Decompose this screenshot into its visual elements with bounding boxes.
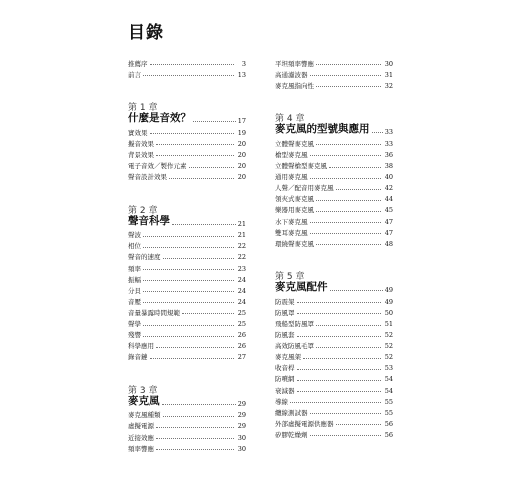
dot-leader bbox=[329, 167, 381, 168]
toc-entry-title: 樂器用麥克風 bbox=[275, 206, 314, 215]
chapter-title: 麥克風 bbox=[128, 394, 160, 407]
toc-column-left bbox=[128, 56, 246, 452]
toc-entry[interactable] bbox=[128, 419, 246, 430]
toc-entry-page: 26 bbox=[237, 331, 246, 340]
toc-entry-page: 29 bbox=[237, 411, 246, 420]
toc-entry-title: 雙耳麥克風 bbox=[275, 228, 308, 237]
chapter-section bbox=[275, 111, 393, 247]
toc-entry-page: 26 bbox=[237, 342, 246, 351]
chapter-number: 第 4 章 bbox=[275, 114, 305, 125]
toc-entry-page: 31 bbox=[384, 70, 393, 79]
chapter-page: 29 bbox=[237, 399, 246, 408]
toc-entry-title: 水下麥克風 bbox=[275, 217, 308, 226]
dot-leader bbox=[150, 133, 235, 134]
chapter-section bbox=[128, 100, 246, 180]
toc-entry-page: 54 bbox=[384, 375, 393, 384]
toc-entry[interactable] bbox=[128, 239, 246, 250]
dot-leader bbox=[310, 233, 382, 234]
chapter-heading[interactable] bbox=[128, 112, 246, 125]
chapter-page: 21 bbox=[237, 219, 246, 228]
toc-entry[interactable] bbox=[275, 67, 393, 78]
toc-entry-page: 52 bbox=[384, 353, 393, 362]
toc-entry-title: 防噴網 bbox=[275, 375, 295, 384]
toc-entry-title: 衰減器 bbox=[275, 386, 295, 395]
toc-entry-title: 聲音的速度 bbox=[128, 253, 161, 262]
dot-leader bbox=[143, 325, 234, 326]
toc-entry[interactable] bbox=[128, 350, 246, 361]
dot-leader bbox=[336, 424, 382, 425]
toc-entry-title: 頻率 bbox=[128, 264, 141, 273]
chapter-section bbox=[275, 269, 393, 438]
toc-entry[interactable] bbox=[128, 294, 246, 305]
dot-leader bbox=[162, 404, 236, 405]
dot-leader bbox=[156, 144, 234, 145]
toc-entry-title: 振幅 bbox=[128, 275, 141, 284]
page-title: 目錄 bbox=[128, 23, 164, 43]
dot-leader bbox=[143, 75, 234, 76]
chapter-heading[interactable] bbox=[275, 123, 393, 136]
toc-entry[interactable] bbox=[275, 236, 393, 247]
dot-leader bbox=[297, 369, 382, 370]
toc-entry-title: 聲學 bbox=[128, 320, 141, 328]
toc-entry-page: 24 bbox=[237, 297, 246, 306]
toc-entry-page: 30 bbox=[237, 433, 246, 442]
toc-entry-page: 22 bbox=[237, 253, 246, 262]
dot-leader bbox=[156, 155, 234, 156]
toc-entry[interactable] bbox=[128, 125, 246, 136]
toc-entry-title: 防震架 bbox=[275, 297, 295, 306]
dot-leader bbox=[310, 222, 382, 223]
toc-entry-title: 麥克風指向性 bbox=[275, 81, 314, 90]
toc-entry-title: 聲波 bbox=[128, 231, 141, 240]
dot-leader bbox=[336, 189, 382, 190]
toc-entry-title: 收音桿 bbox=[275, 364, 295, 373]
dot-leader bbox=[156, 347, 234, 348]
toc-entry[interactable] bbox=[128, 283, 246, 294]
toc-entry[interactable] bbox=[275, 328, 393, 339]
dot-leader bbox=[290, 402, 381, 403]
toc-entry-title: 聲音設計效果 bbox=[128, 173, 167, 182]
toc-entry-page: 19 bbox=[237, 128, 246, 137]
toc-entry-title: 背景效果 bbox=[128, 150, 154, 159]
toc-entry-page: 47 bbox=[384, 217, 393, 226]
toc-entry-page: 44 bbox=[384, 195, 393, 204]
front-matter-list bbox=[275, 56, 393, 89]
dot-leader bbox=[143, 291, 234, 292]
toc-entry-title: 外部虛擬電源供應器 bbox=[275, 419, 334, 428]
toc-entry-title: 音量暴露時間規範 bbox=[128, 308, 180, 317]
toc-entry[interactable] bbox=[275, 294, 393, 305]
toc-entry[interactable] bbox=[275, 56, 393, 67]
toc-entry-page: 13 bbox=[237, 70, 246, 79]
toc-entry-page: 51 bbox=[384, 320, 393, 328]
toc-entry[interactable] bbox=[275, 192, 393, 203]
dot-leader bbox=[316, 244, 381, 245]
dot-leader bbox=[316, 347, 381, 348]
toc-entry-page: 52 bbox=[384, 331, 393, 340]
toc-entry[interactable] bbox=[275, 383, 393, 394]
dot-leader bbox=[330, 290, 383, 291]
toc-entry[interactable] bbox=[128, 147, 246, 158]
dot-leader bbox=[143, 247, 234, 248]
toc-entry-page: 47 bbox=[384, 228, 393, 237]
dot-leader bbox=[316, 325, 381, 326]
dot-leader bbox=[150, 358, 235, 359]
toc-entry[interactable] bbox=[128, 430, 246, 441]
dot-leader bbox=[316, 211, 381, 212]
dot-leader bbox=[316, 64, 381, 65]
dot-leader bbox=[316, 144, 381, 145]
toc-entry-title: 分貝 bbox=[128, 286, 141, 295]
toc-entry[interactable] bbox=[128, 228, 246, 239]
toc-column-right bbox=[275, 56, 393, 438]
toc-entry-title: 錄音鏈 bbox=[128, 353, 148, 362]
toc-entry[interactable] bbox=[128, 170, 246, 181]
toc-entry[interactable] bbox=[275, 361, 393, 372]
toc-entry-page: 48 bbox=[384, 239, 393, 248]
chapter-page: 49 bbox=[384, 286, 393, 295]
toc-entry-title: 槍型麥克風 bbox=[275, 150, 308, 159]
chapter-title: 麥克風的型號與應用 bbox=[275, 123, 370, 136]
dot-leader bbox=[297, 313, 382, 314]
toc-entry-page: 52 bbox=[384, 342, 393, 351]
toc-entry-page: 25 bbox=[237, 308, 246, 317]
toc-entry-title: 人聲／配音用麥克風 bbox=[275, 184, 334, 193]
toc-entry[interactable] bbox=[128, 316, 246, 327]
toc-entry-title: 頻率響應 bbox=[128, 444, 154, 453]
toc-entry[interactable] bbox=[128, 408, 246, 419]
dot-leader bbox=[303, 358, 381, 359]
toc-entry-title: 通用麥克風 bbox=[275, 173, 308, 182]
toc-entry-page: 20 bbox=[237, 173, 246, 182]
toc-entry-page: 30 bbox=[384, 59, 393, 68]
dot-leader bbox=[150, 64, 235, 65]
toc-entry[interactable] bbox=[275, 203, 393, 214]
toc-entry[interactable] bbox=[275, 136, 393, 147]
chapter-heading[interactable] bbox=[275, 281, 393, 294]
dot-leader bbox=[156, 427, 234, 428]
toc-entry-page: 54 bbox=[384, 386, 393, 395]
toc-entry-page: 40 bbox=[384, 173, 393, 182]
toc-entry-page: 23 bbox=[237, 264, 246, 273]
toc-entry[interactable] bbox=[275, 214, 393, 225]
dot-leader bbox=[156, 449, 234, 450]
toc-entry-page: 50 bbox=[384, 308, 393, 317]
toc-entry[interactable] bbox=[128, 136, 246, 147]
chapter-section bbox=[128, 203, 246, 361]
dot-leader bbox=[189, 167, 235, 168]
toc-entry[interactable] bbox=[128, 250, 246, 261]
toc-entry-page: 32 bbox=[384, 81, 393, 90]
dot-leader bbox=[163, 416, 235, 417]
dot-leader bbox=[143, 336, 234, 337]
dot-leader bbox=[156, 438, 234, 439]
toc-entry-title: 防風套 bbox=[275, 331, 295, 340]
toc-entry[interactable] bbox=[275, 78, 393, 89]
toc-entry-page: 56 bbox=[384, 430, 393, 439]
dot-leader bbox=[172, 224, 236, 225]
toc-entry[interactable] bbox=[128, 261, 246, 272]
dot-leader bbox=[193, 121, 236, 122]
toc-entry-title: 領夾式麥克風 bbox=[275, 195, 314, 204]
toc-entry-title: 高效防風毛罩 bbox=[275, 342, 314, 351]
toc-entry[interactable] bbox=[128, 305, 246, 316]
dot-leader bbox=[297, 336, 382, 337]
toc-entry[interactable] bbox=[275, 372, 393, 383]
toc-entry-title: 推薦序 bbox=[128, 59, 148, 68]
dot-leader bbox=[143, 236, 234, 237]
dot-leader bbox=[310, 435, 382, 436]
toc-entry-title: 科學應用 bbox=[128, 342, 154, 351]
dot-leader bbox=[310, 155, 382, 156]
dot-leader bbox=[297, 391, 382, 392]
toc-entry[interactable] bbox=[275, 147, 393, 158]
toc-entry-title: 電子音效／製作元素 bbox=[128, 162, 187, 171]
toc-entry[interactable] bbox=[128, 272, 246, 283]
toc-entry-page: 25 bbox=[237, 320, 246, 328]
toc-entry-page: 56 bbox=[384, 419, 393, 428]
toc-entry[interactable] bbox=[275, 394, 393, 405]
dot-leader bbox=[182, 313, 234, 314]
toc-entry-title: 前言 bbox=[128, 70, 141, 79]
toc-entry[interactable] bbox=[128, 441, 246, 452]
toc-entry-title: 飛船型防風罩 bbox=[275, 320, 314, 328]
toc-entry-page: 20 bbox=[237, 162, 246, 171]
toc-entry-page: 20 bbox=[237, 150, 246, 159]
dot-leader bbox=[143, 302, 234, 303]
toc-entry-title: 平坦頻率響應 bbox=[275, 59, 314, 68]
toc-entry-page: 20 bbox=[237, 139, 246, 148]
toc-entry[interactable] bbox=[275, 316, 393, 327]
dot-leader bbox=[310, 178, 382, 179]
toc-entry[interactable] bbox=[275, 305, 393, 316]
chapter-number: 第 2 章 bbox=[128, 205, 158, 216]
toc-entry-title: 防風罩 bbox=[275, 308, 295, 317]
dot-leader bbox=[310, 413, 382, 414]
toc-entry[interactable] bbox=[275, 225, 393, 236]
chapter-page: 17 bbox=[237, 117, 246, 126]
toc-entry-page: 30 bbox=[237, 444, 246, 453]
toc-entry[interactable] bbox=[128, 339, 246, 350]
toc-entry[interactable] bbox=[275, 405, 393, 416]
chapter-title: 聲音科學 bbox=[128, 214, 170, 227]
toc-entry[interactable] bbox=[275, 416, 393, 427]
front-matter-list bbox=[128, 56, 246, 78]
toc-entry-page: 55 bbox=[384, 408, 393, 417]
toc-entry-page: 21 bbox=[237, 231, 246, 240]
toc-entry-page: 49 bbox=[384, 297, 393, 306]
toc-entry-title: 音壓 bbox=[128, 297, 141, 306]
dot-leader bbox=[316, 86, 381, 87]
toc-entry-title: 近接效應 bbox=[128, 433, 154, 442]
toc-entry-page: 24 bbox=[237, 275, 246, 284]
toc-entry[interactable] bbox=[128, 158, 246, 169]
toc-entry-page: 33 bbox=[384, 139, 393, 148]
chapter-page: 33 bbox=[384, 128, 393, 137]
chapter-title: 麥克風配件 bbox=[275, 281, 328, 294]
toc-entry[interactable] bbox=[275, 427, 393, 438]
dot-leader bbox=[143, 269, 234, 270]
toc-entry-page: 55 bbox=[384, 397, 393, 406]
toc-entry-title: 環繞聲麥克風 bbox=[275, 239, 314, 248]
toc-entry-title: 立體聲麥克風 bbox=[275, 139, 314, 148]
toc-entry-page: 36 bbox=[384, 150, 393, 159]
toc-entry-title: 矽膠乾燥劑 bbox=[275, 430, 308, 439]
toc-entry-title: 實效果 bbox=[128, 128, 148, 137]
dot-leader bbox=[297, 380, 382, 381]
toc-entry-page: 29 bbox=[237, 422, 246, 431]
dot-leader bbox=[143, 280, 234, 281]
toc-entry[interactable] bbox=[275, 158, 393, 169]
toc-entry[interactable] bbox=[128, 67, 246, 78]
dot-leader bbox=[310, 75, 382, 76]
toc-entry-title: 麥克風種類 bbox=[128, 411, 161, 420]
toc-entry[interactable] bbox=[128, 328, 246, 339]
chapter-title: 什麼是音效？ bbox=[128, 112, 191, 125]
toc-entry-page: 3 bbox=[241, 59, 246, 68]
dot-leader bbox=[297, 302, 382, 303]
toc-entry-title: 相位 bbox=[128, 242, 141, 251]
toc-entry-page: 38 bbox=[384, 162, 393, 171]
toc-entry[interactable] bbox=[275, 181, 393, 192]
toc-entry-title: 麥克風架 bbox=[275, 353, 301, 362]
toc-entry-page: 27 bbox=[237, 353, 246, 362]
toc-entry-title: 殘響 bbox=[128, 331, 141, 340]
chapter-section bbox=[128, 383, 246, 452]
toc-entry-title: 高通濾波器 bbox=[275, 70, 308, 79]
toc-entry-page: 24 bbox=[237, 286, 246, 295]
toc-entry-page: 22 bbox=[237, 242, 246, 251]
toc-entry[interactable] bbox=[275, 350, 393, 361]
toc-entry-page: 53 bbox=[384, 364, 393, 373]
toc-entry-title: 立體聲槍型麥克風 bbox=[275, 162, 327, 171]
toc-entry-title: 擬音效果 bbox=[128, 139, 154, 148]
chapter-heading[interactable] bbox=[128, 395, 246, 408]
toc-entry[interactable] bbox=[128, 56, 246, 67]
chapter-number: 第 5 章 bbox=[275, 272, 305, 283]
toc-entry[interactable] bbox=[275, 170, 393, 181]
toc-entry-title: 虛擬電源 bbox=[128, 422, 154, 431]
dot-leader bbox=[316, 200, 381, 201]
dot-leader bbox=[169, 178, 234, 179]
chapter-heading[interactable] bbox=[128, 215, 246, 228]
toc-entry-title: 導線 bbox=[275, 397, 288, 406]
toc-entry[interactable] bbox=[275, 339, 393, 350]
chapter-number: 第 3 章 bbox=[128, 385, 158, 396]
dot-leader bbox=[163, 258, 235, 259]
chapter-number: 第 1 章 bbox=[128, 103, 158, 114]
toc-entry-title: 纜線測試器 bbox=[275, 408, 308, 417]
toc-entry-page: 42 bbox=[384, 184, 393, 193]
toc-entry-page: 45 bbox=[384, 206, 393, 215]
dot-leader bbox=[372, 132, 383, 133]
